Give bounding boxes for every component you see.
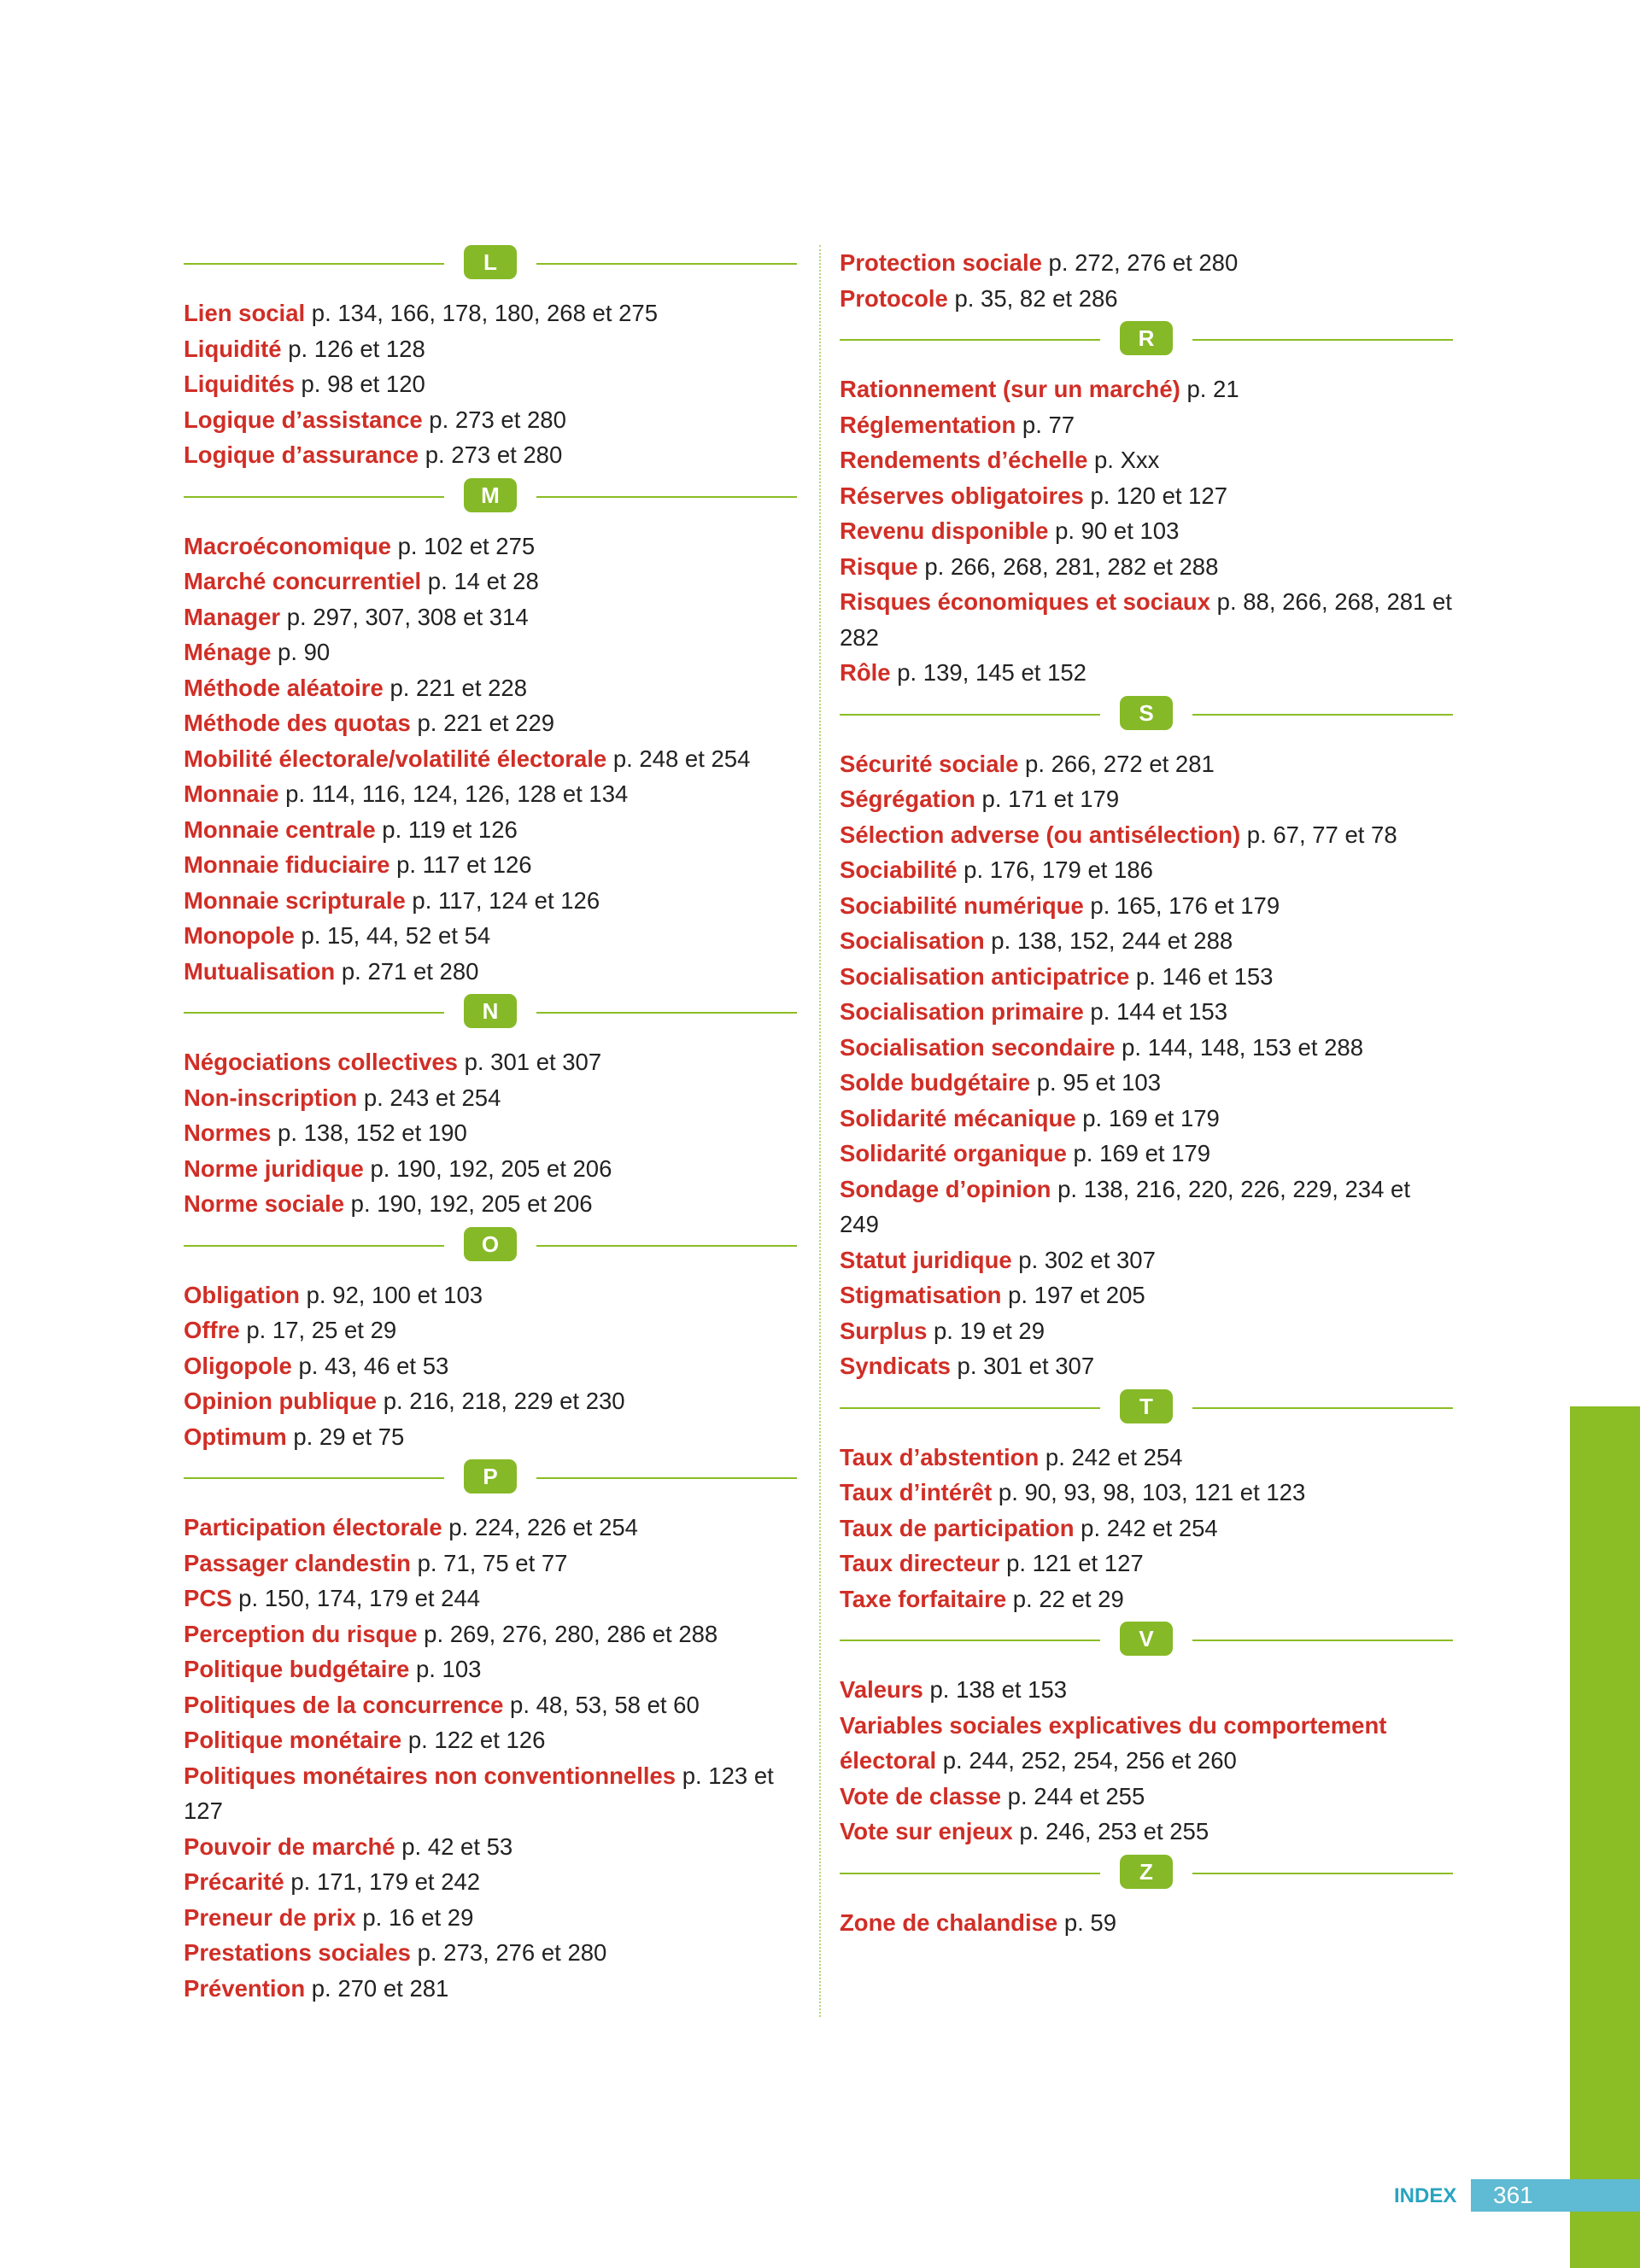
index-entry [840,1672,1453,1708]
page-references: p. 221 et 228 [383,674,528,701]
letter-separator [184,1227,797,1265]
separator-line [536,1012,797,1014]
page-references: p. 98 et 120 [294,371,425,397]
letter-separator [840,321,1453,359]
index-term: Vote sur enjeux [840,1818,1013,1844]
index-term: Sociabilité [840,856,958,883]
separator-line [840,714,1100,716]
index-entry [840,1030,1453,1066]
index-term: Norme sociale [184,1190,345,1217]
index-column-left [184,245,797,2006]
index-term: Statut juridique [840,1246,1012,1273]
index-term: Liquidités [184,371,295,397]
column-divider [819,245,821,2017]
index-entry [184,295,797,331]
page-references: p. 242 et 254 [1074,1514,1218,1541]
index-entry [184,366,797,402]
index-term: Variables sociales explicatives du comportement électoral [840,1711,1387,1774]
index-term: Risque [840,552,918,580]
page-references: p. 71, 75 et 77 [410,1549,568,1576]
page-references: p. 273 et 280 [419,441,563,468]
separator-line [840,339,1100,341]
index-entry [184,1758,797,1829]
page-references: p. 146 et 153 [1129,962,1274,990]
index-term: Monnaie fiduciaire [184,851,390,878]
page-references: p. 123 et 127 [184,1762,774,1824]
index-entry [184,564,797,599]
index-entry [840,1814,1453,1850]
page-references: p. 21 [1180,376,1239,402]
separator-line [1192,1640,1453,1641]
separator-line [1192,1407,1453,1409]
page-references: p. 266, 268, 281, 282 et 288 [917,552,1219,580]
separator-line [840,1640,1100,1641]
page-number: 361 [1493,2182,1533,2208]
index-entry [184,1616,797,1652]
letter-badge: O [464,1227,517,1261]
index-term: PCS [184,1585,232,1611]
index-entry [840,994,1453,1030]
index-entry [840,281,1453,317]
letter-separator [184,478,797,516]
page-references: p. 138, 152 et 190 [271,1119,467,1146]
index-term: Protection sociale [840,249,1042,276]
footer-section-label: INDEX [1394,2184,1457,2207]
index-term: Passager clandestin [184,1549,411,1576]
letter-separator [184,245,797,283]
page-references: p. 103 [409,1656,482,1682]
letter-separator [840,1855,1453,1892]
index-term: Précarité [184,1868,284,1895]
separator-line [840,1873,1100,1874]
index-term: Ségrégation [840,786,975,812]
index-term: Sociabilité numérique [840,891,1084,919]
separator-line [184,496,444,498]
index-entry [184,1581,797,1616]
index-term: Politiques de la concurrence [184,1691,504,1718]
index-term: Valeurs [840,1676,923,1703]
index-term: Socialisation [840,927,985,954]
index-term: Pouvoir de marché [184,1833,395,1860]
index-term: Macroéconomique [184,532,391,559]
index-entry [184,1687,797,1723]
index-term: Ménage [184,639,272,665]
page-references: p. 190, 192, 205 et 206 [363,1154,612,1182]
separator-line [184,1012,444,1014]
index-term: Logique d’assurance [184,441,419,468]
page-references: p. 171, 179 et 242 [284,1868,481,1895]
separator-line [536,496,797,498]
page-references: p. 117 et 126 [390,851,532,878]
page-references: p. 43, 46 et 53 [291,1352,449,1379]
page-references: p. 15, 44, 52 et 54 [294,922,491,949]
page-references: p. 77 [1016,411,1075,438]
page-references: p. 221 et 229 [410,710,555,736]
index-entry [184,918,797,954]
index-entry [184,1651,797,1687]
index-entry [184,1115,797,1151]
index-entry [840,746,1453,782]
index-entry [184,812,797,848]
page-references: p. 301 et 307 [950,1353,1095,1379]
index-entry [184,741,797,777]
index-entry [184,883,797,919]
index-term: Prévention [184,1974,306,2002]
page-references: p. 35, 82 et 286 [947,284,1118,312]
index-term: Surplus [840,1317,928,1344]
letter-separator [184,1459,797,1497]
index-term: Stigmatisation [840,1282,1002,1308]
index-entry [184,1151,797,1187]
index-term: Preneur de prix [184,1903,356,1931]
page-references: p. 29 et 75 [286,1423,405,1450]
page-references: p. 165, 176 et 179 [1083,891,1280,919]
index-term: Réserves obligatoires [840,482,1084,509]
page-references: p. 122 et 126 [401,1727,546,1753]
page-references: p. 138 et 153 [922,1676,1068,1703]
index-term: Syndicats [840,1353,951,1379]
index-term: Sélection adverse (ou antisélection) [840,821,1241,848]
separator-line [184,263,444,265]
index-entry [184,1971,797,2007]
index-term: Lien social [184,300,306,326]
index-entry [184,1546,797,1581]
index-term: Solidarité organique [840,1140,1067,1166]
letter-separator [840,1389,1453,1427]
page-references: p. 216, 218, 229 et 230 [377,1388,625,1414]
index-entry [184,1080,797,1116]
page-references: p. 42 et 53 [395,1833,513,1860]
page-references: p. 17, 25 et 29 [239,1317,397,1343]
index-entry [840,1242,1453,1278]
letter-badge: R [1120,321,1173,355]
separator-line [536,263,797,265]
index-term: Monopole [184,922,295,949]
index-term: Marché concurrentiel [184,568,422,594]
page-references: p. 117, 124 et 126 [405,886,600,914]
index-term: Socialisation secondaire [840,1033,1116,1061]
index-term: Prestations sociales [184,1939,411,1966]
index-entry [184,634,797,670]
index-entry [184,1312,797,1348]
index-entry [840,1440,1453,1476]
index-term: Participation électorale [184,1514,442,1540]
index-term: Zone de chalandise [840,1909,1058,1936]
index-entry [840,407,1453,443]
index-entry [840,245,1453,281]
index-term: Opinion publique [184,1388,378,1414]
index-entry [840,442,1453,478]
page-references: p. 273, 276 et 280 [410,1939,607,1966]
index-term: Norme juridique [184,1154,364,1182]
index-term: Socialisation primaire [840,998,1084,1025]
index-term: Réglementation [840,411,1016,438]
index-term: Taux d’abstention [840,1443,1040,1470]
index-entry [184,847,797,883]
index-term: Normes [184,1119,272,1146]
index-entry [840,1101,1453,1137]
index-entry [184,1935,797,1971]
index-term: Politique monétaire [184,1727,402,1753]
page-references: p. 16 et 29 [355,1903,474,1931]
index-entry [840,1277,1453,1313]
letter-badge: S [1120,696,1173,730]
index-term: Vote de classe [840,1782,1002,1809]
index-entry [840,1313,1453,1349]
page-references: p. 67, 77 et 78 [1240,821,1397,848]
letter-badge: L [464,245,517,279]
index-entry [184,1044,797,1080]
index-term: Solidarité mécanique [840,1104,1076,1131]
page-references: p. 114, 116, 124, 126, 128 et 134 [278,780,629,807]
index-term: Méthode aléatoire [184,674,384,701]
page-references: p. 248 et 254 [606,745,751,772]
index-entry [184,1348,797,1384]
separator-line [1192,1873,1453,1874]
index-term: Monnaie scripturale [184,886,406,914]
index-term: Obligation [184,1281,300,1308]
letter-separator [840,696,1453,734]
index-entry [840,1511,1453,1546]
index-entry [184,1829,797,1865]
index-entry [184,402,797,438]
index-term: Manager [184,603,281,630]
separator-line [184,1245,444,1247]
index-entry [184,331,797,367]
page-references: p. 90 [271,639,331,665]
index-term: Rationnement (sur un marché) [840,376,1180,402]
page-references: p. 273 et 280 [422,406,566,433]
index-term: Socialisation anticipatrice [840,962,1130,990]
index-entry [184,1864,797,1900]
page-references: p. 90 et 103 [1048,517,1180,544]
separator-line [536,1477,797,1479]
index-entry [840,781,1453,817]
page-references: p. 301 et 307 [457,1049,602,1075]
page-references: p. 246, 253 et 255 [1012,1818,1210,1844]
index-entry [184,1900,797,1936]
index-entry [184,1722,797,1758]
page-references: p. 272, 276 et 280 [1041,249,1239,276]
page-references: p. 243 et 254 [357,1084,501,1111]
index-entry [840,888,1453,924]
index-entry [840,478,1453,514]
page-references: p. 144 et 153 [1083,998,1227,1025]
page-references: p. 95 et 103 [1030,1069,1161,1096]
index-term: Risques économiques et sociaux [840,588,1211,615]
page-references: p. 244, 252, 254, 256 et 260 [936,1747,1237,1774]
index-entry [184,954,797,990]
index-entry [840,1546,1453,1581]
index-term: Liquidité [184,335,282,362]
index-term: Offre [184,1317,240,1343]
page-references: p. 19 et 29 [927,1317,1045,1344]
index-entry [840,959,1453,995]
page-references: p. 138, 152, 244 et 288 [984,927,1233,954]
page-references: p. 138, 216, 220, 226, 229, 234 et 249 [840,1175,1410,1237]
index-entry [840,1581,1453,1617]
index-term: Politiques monétaires non conventionnelles [184,1762,676,1789]
index-entry [840,923,1453,959]
page-references: p. 120 et 127 [1083,482,1228,509]
index-term: Rendements d’échelle [840,447,1088,473]
letter-badge: T [1120,1389,1173,1423]
page-references: p. 224, 226 et 254 [442,1514,638,1540]
page-references: p. 14 et 28 [421,568,539,594]
page-references: p. 59 [1057,1909,1117,1936]
separator-line [1192,714,1453,716]
page-references: p. 242 et 254 [1039,1443,1183,1470]
index-entry [840,371,1453,407]
index-entry [184,1186,797,1222]
page-references: p. 48, 53, 58 et 60 [503,1691,700,1718]
page-references: p. 270 et 281 [305,1974,449,2002]
index-entry [840,655,1453,691]
page-references: p. 144, 148, 153 et 288 [1115,1033,1364,1061]
page-references: p. 150, 174, 179 et 244 [231,1585,481,1611]
index-term: Protocole [840,284,948,312]
page-references: p. 244 et 255 [1001,1782,1145,1809]
index-entry [840,852,1453,888]
page-references: p. 88, 266, 268, 281 et 282 [840,588,1452,651]
index-term: Non-inscription [184,1084,358,1111]
index-entry [840,1348,1453,1384]
index-term: Rôle [840,659,891,686]
page-references: p. 22 et 29 [1006,1585,1124,1612]
index-term: Perception du risque [184,1620,418,1647]
index-term: Oligopole [184,1352,292,1379]
index-entry [184,1510,797,1546]
separator-line [184,1477,444,1479]
index-entry [184,599,797,635]
letter-badge: N [464,994,517,1028]
index-entry [184,670,797,706]
letter-badge: Z [1120,1855,1173,1889]
page-references: p. 190, 192, 205 et 206 [344,1190,593,1217]
index-term: Taux de participation [840,1514,1075,1541]
index-term: Mutualisation [184,957,336,985]
index-term: Logique d’assistance [184,406,423,433]
page-references: p. 269, 276, 280, 286 et 288 [417,1620,718,1647]
index-entry [840,1905,1453,1941]
separator-line [536,1245,797,1247]
page-references: p. 297, 307, 308 et 314 [280,603,529,630]
index-entry [840,549,1453,585]
letter-badge: V [1120,1622,1173,1656]
page-references: p. 169 et 179 [1066,1140,1211,1166]
index-entry [840,1475,1453,1511]
index-entry [840,584,1453,655]
page-references: p. 90, 93, 98, 103, 121 et 123 [992,1479,1306,1505]
index-term: Taxe forfaitaire [840,1585,1007,1612]
index-entry [840,1708,1453,1779]
page-references: p. 171 et 179 [975,786,1120,812]
index-entry [840,817,1453,853]
index-term: Sécurité sociale [840,750,1019,777]
index-entry [184,1277,797,1313]
index-term: Taux directeur [840,1550,1000,1576]
side-tab-bar [1570,1406,1640,2268]
letter-badge: P [464,1459,517,1493]
page-references: p. 271 et 280 [335,957,479,985]
index-entry [840,1172,1453,1242]
index-term: Optimum [184,1423,287,1450]
page-references: p. 169 et 179 [1075,1104,1220,1131]
index-term: Monnaie [184,780,279,807]
letter-badge: M [464,478,517,512]
page-references: p. 139, 145 et 152 [890,659,1086,686]
letter-separator [840,1622,1453,1659]
index-term: Solde budgétaire [840,1069,1031,1096]
index-entry [840,1065,1453,1101]
index-term: Monnaie centrale [184,815,376,843]
page-references: p. 176, 179 et 186 [957,856,1153,883]
index-entry [840,1779,1453,1815]
letter-separator [184,994,797,1032]
page-references: p. 102 et 275 [390,532,536,559]
index-term: Méthode des quotas [184,710,411,736]
page-references: p. 119 et 126 [375,815,518,843]
index-term: Revenu disponible [840,517,1049,544]
index-entry [184,437,797,473]
index-entry [184,1383,797,1419]
index-term: Sondage d’opinion [840,1175,1051,1202]
index-term: Taux d’intérêt [840,1479,993,1505]
page-references: p. 266, 272 et 281 [1018,750,1215,777]
page-references: p. 92, 100 et 103 [299,1281,483,1308]
page-references: p. 134, 166, 178, 180, 268 et 275 [305,300,658,326]
index-term: Mobilité électorale/volatilité électorale [184,745,607,772]
index-entry [840,1136,1453,1172]
page-references: p. Xxx [1087,447,1160,473]
index-entry [840,513,1453,549]
index-term: Politique budgétaire [184,1656,410,1682]
separator-line [1192,339,1453,341]
index-entry [184,1419,797,1455]
index-entry [184,705,797,741]
page-references: p. 126 et 128 [281,335,425,362]
index-column-right [840,245,1453,1940]
index-entry [184,776,797,812]
page-references: p. 121 et 127 [999,1550,1144,1576]
index-term: Négociations collectives [184,1049,458,1075]
page-references: p. 302 et 307 [1011,1246,1156,1273]
index-entry [184,529,797,564]
page-references: p. 197 et 205 [1001,1282,1145,1308]
separator-line [840,1407,1100,1409]
